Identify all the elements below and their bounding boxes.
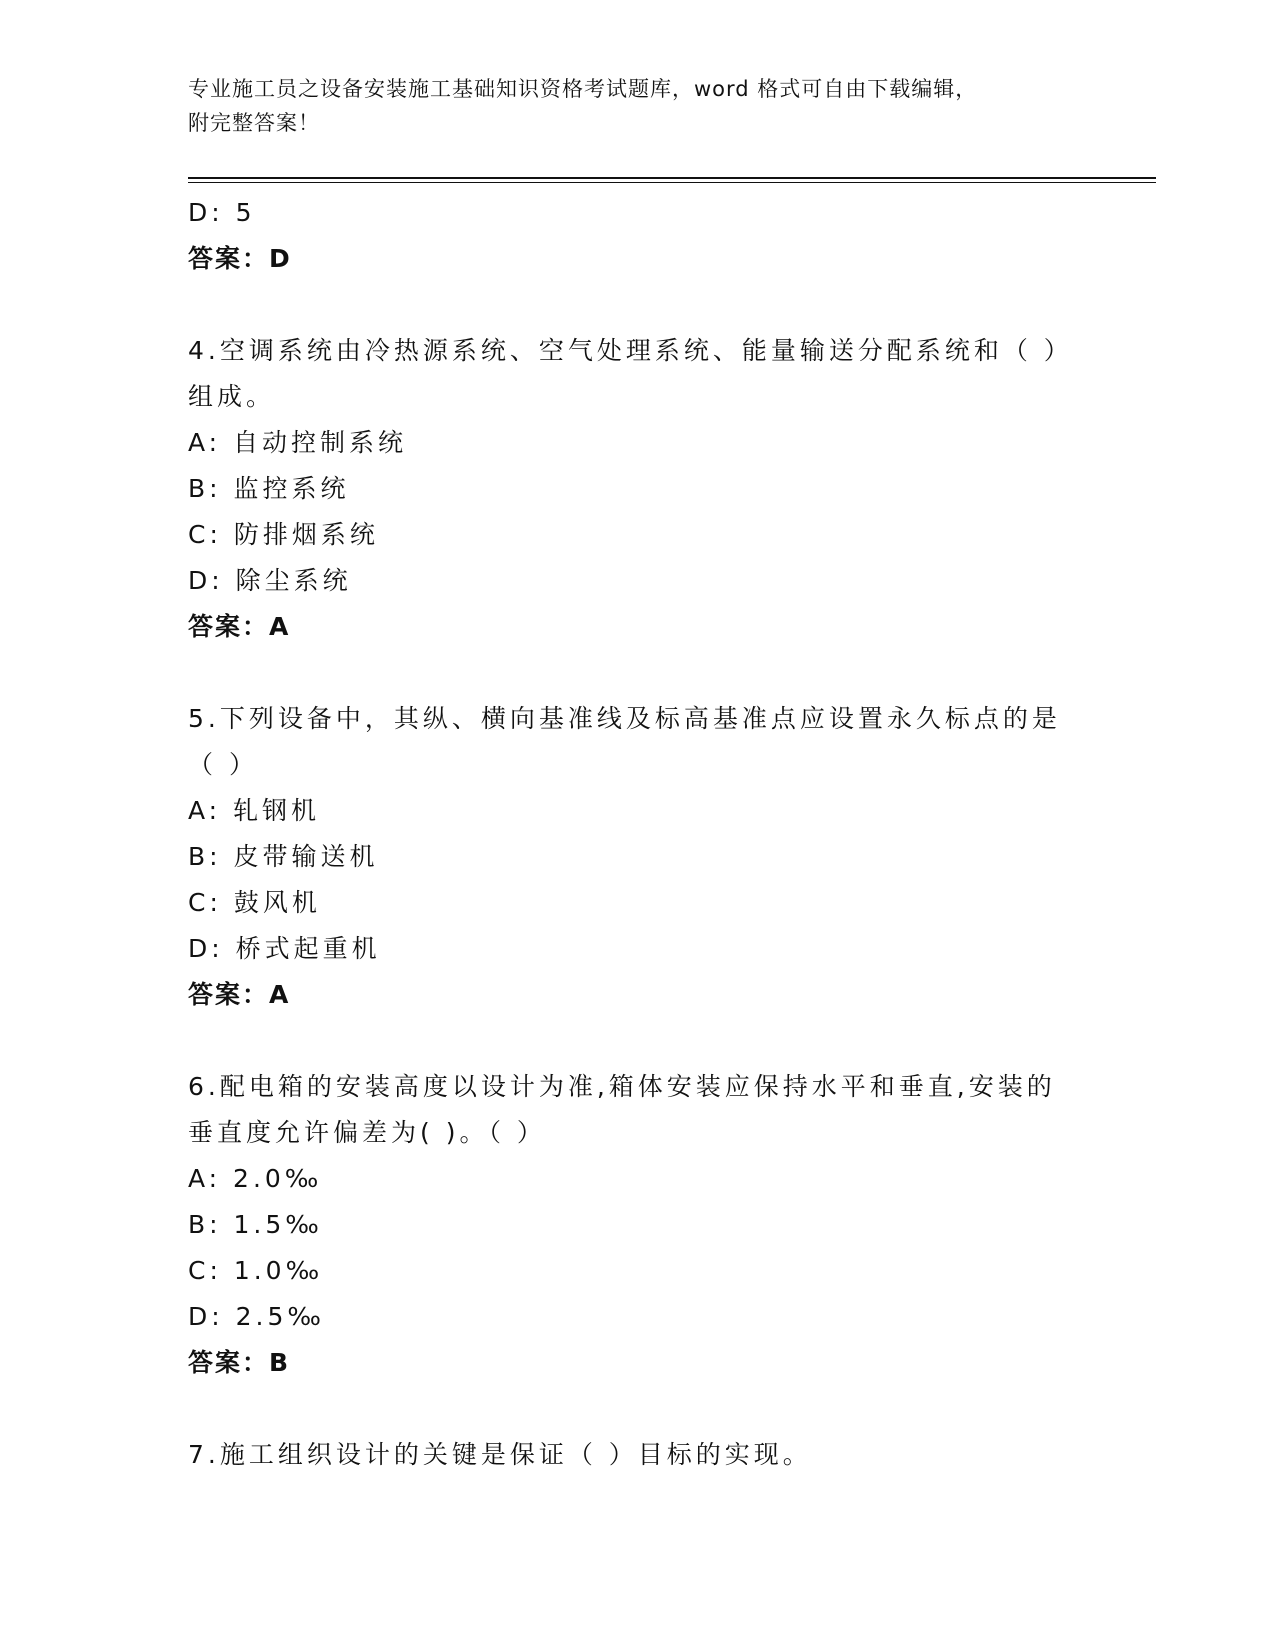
header-divider-thick (188, 177, 1156, 179)
question-text: 6.配电箱的安装高度以设计为准,箱体安装应保持水平和垂直,安装的 (188, 1072, 1056, 1101)
option-d: D: 2.5‰ (188, 1302, 325, 1331)
spacer (188, 650, 1068, 696)
question-text-continued: 垂直度允许偏差为( )。（ ） (188, 1118, 546, 1147)
option-b: B: 监控系统 (188, 474, 350, 503)
question-text: 7.施工组织设计的关键是保证（ ）目标的实现。 (188, 1440, 812, 1469)
question-6 (188, 1064, 1068, 1386)
question-5 (188, 696, 1068, 1018)
option-a: A: 自动控制系统 (188, 428, 408, 457)
answer-line: 答案：D (188, 244, 292, 273)
question-text: 5.下列设备中，其纵、横向基准线及标高基准点应设置永久标点的是 (188, 704, 1061, 733)
option-c: C: 防排烟系统 (188, 520, 379, 549)
header-line-2: 附完整答案！ (188, 111, 320, 135)
question-list (188, 190, 1073, 1478)
option-c: C: 鼓风机 (188, 888, 321, 917)
option-d: D: 桥式起重机 (188, 934, 381, 963)
option-d: D: 5 (188, 198, 256, 227)
option-a: A: 轧钢机 (188, 796, 321, 825)
option-d: D: 除尘系统 (188, 566, 352, 595)
option-c: C: 1.0‰ (188, 1256, 324, 1285)
question-text: 4.空调系统由冷热源系统、空气处理系统、能量输送分配系统和（ ） (188, 336, 1073, 365)
document-header (188, 72, 1068, 140)
header-divider-thin (188, 182, 1156, 183)
spacer (188, 1018, 1068, 1064)
answer-line: 答案：A (188, 980, 291, 1009)
question-7 (188, 1432, 1068, 1478)
question-4 (188, 328, 1073, 650)
question-text-continued: 组成。 (188, 382, 276, 411)
header-line-1: 专业施工员之设备安装施工基础知识资格考试题库，word 格式可自由下载编辑， (188, 77, 978, 101)
question-text-continued: （ ） (188, 750, 258, 779)
answer-line: 答案：B (188, 1348, 291, 1377)
answer-line: 答案：A (188, 612, 291, 641)
option-b: B: 1.5‰ (188, 1210, 323, 1239)
option-b: B: 皮带输送机 (188, 842, 379, 871)
spacer (188, 1386, 1068, 1432)
spacer (188, 282, 1068, 328)
option-a: A: 2.0‰ (188, 1164, 323, 1193)
